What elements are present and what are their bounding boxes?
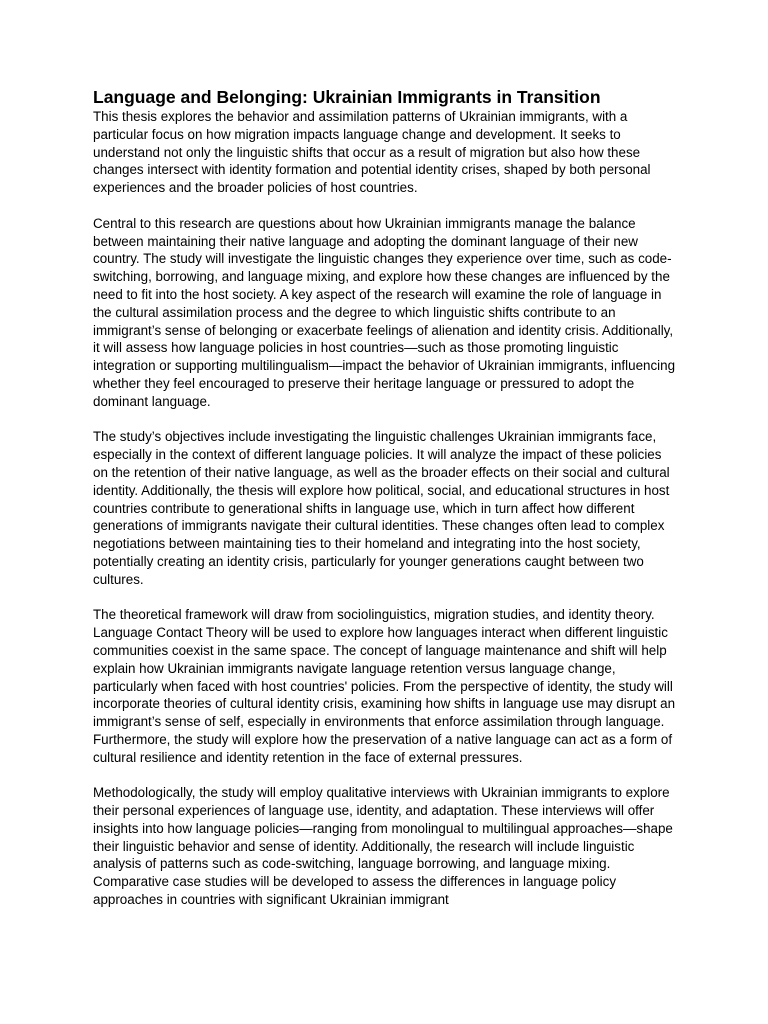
paragraph-research-questions: Central to this research are questions about how Ukrainian immigrants manage the balance between maintaining their native language and adopting the dominant language of their new country. The study will investigate the linguistic changes they experience over time, such as code-switching, borrowing, and language mixing, and explore how these changes are influenced by the need to fit into the host society. A key aspect of the research will examine the role of language in the cultural assimilation process and the degree to which linguistic shifts contribute to an immigrant’s sense of belonging or exacerbate feelings of alienation and identity crisis. Additionally, it will assess how language policies in host countries—such as those promoting linguistic integration or supporting multilingualism—impact the behavior of Ukrainian immigrants, influencing whether they feel encouraged to preserve their heritage language or pressured to adopt the dominant language. bbox=[93, 215, 676, 409]
paragraph-theoretical-framework: The theoretical framework will draw from sociolinguistics, migration studies, and identity theory. Language Contact Theory will be used to explore how languages interact when different linguistic communities coexist in the same space. The concept of language maintenance and shift will help explain how Ukrainian immigrants navigate language retention versus language change, particularly when faced with host countries' policies. From the perspective of identity, the study will incorporate theories of cultural identity crisis, examining how shifts in language use may disrupt an immigrant’s sense of self, especially in environments that enforce assimilation through language. Furthermore, the study will explore how the preservation of a native language can act as a form of cultural resilience and identity retention in the face of external pressures. bbox=[93, 607, 676, 765]
document-title: Language and Belonging: Ukrainian Immigrants in Transition bbox=[93, 87, 601, 107]
paragraph-objectives: The study’s objectives include investigating the linguistic challenges Ukrainian immigrants face, especially in the context of different language policies. It will analyze the impact of these policies on the retention of their native language, as well as the broader effects on their social and cultural identity. Additionally, the thesis will explore how political, social, and educational structures in host countries contribute to generational shifts in language use, which in turn affect how different generations of immigrants navigate their cultural identities. These changes often lead to complex negotiations between maintaining ties to their homeland and integrating into the host society, potentially creating an identity crisis, particularly for younger generations caught between two cultures. bbox=[93, 429, 670, 587]
paragraph-methodology: Methodologically, the study will employ qualitative interviews with Ukrainian immigrants to explore their personal experiences of language use, identity, and adaptation. These interviews will offer insights into how language policies—ranging from monolingual to multilingual approaches—shape their linguistic behavior and sense of identity. Additionally, the research will include linguistic analysis of patterns such as code-switching, language borrowing, and language mixing. Comparative case studies will be developed to assess the differences in language policy approaches in countries with significant Ukrainian immigrant bbox=[93, 785, 673, 908]
paragraph-intro: This thesis explores the behavior and assimilation patterns of Ukrainian immigrants, with a particular focus on how migration impacts language change and development. It seeks to understand not only the linguistic shifts that occur as a result of migration but also how these changes intersect with identity formation and potential identity crises, shaped by both personal experiences and the broader policies of host countries. bbox=[93, 109, 651, 196]
document-page bbox=[93, 86, 679, 927]
